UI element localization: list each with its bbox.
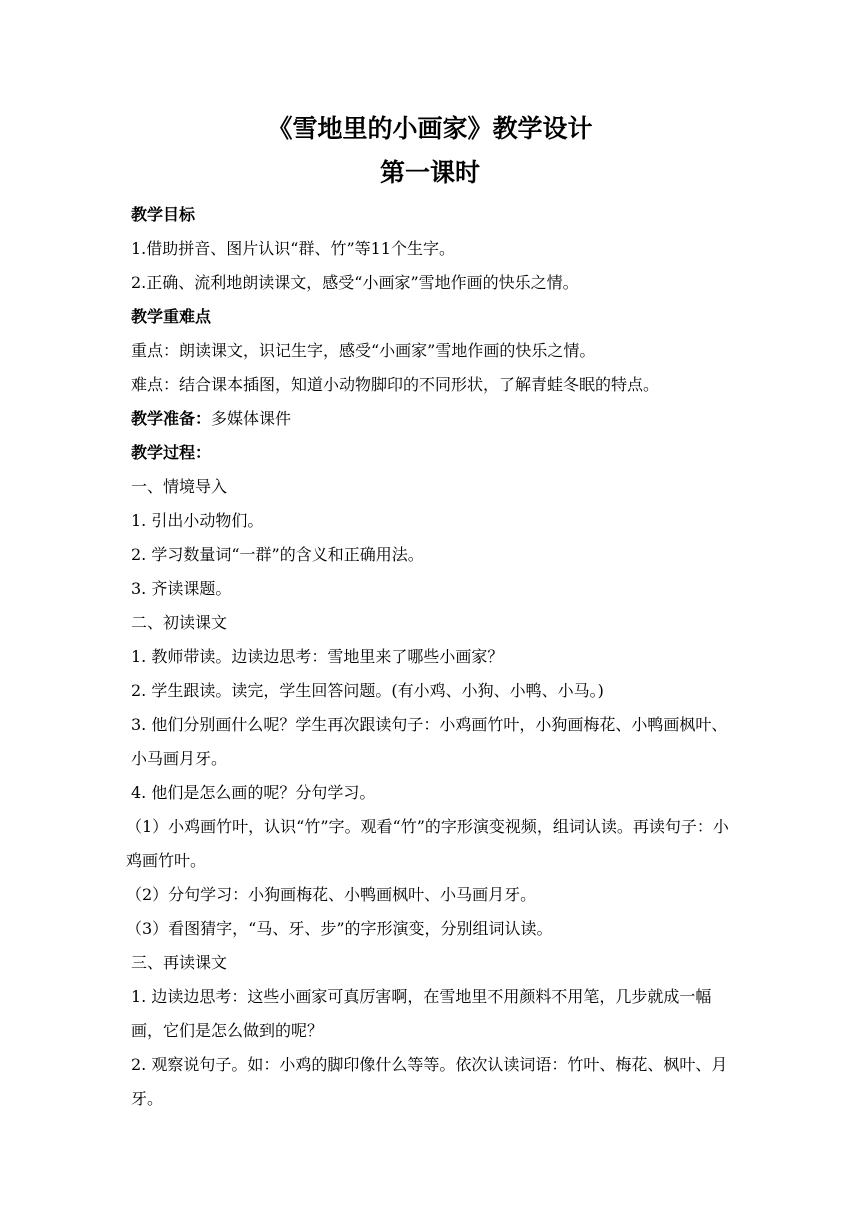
section-subitem: （2）分句学习：小狗画梅花、小鸭画枫叶、小马画月牙。 [126, 885, 537, 904]
document-subtitle: 第一课时 [379, 158, 480, 187]
section-item: 2. 学习数量词“一群”的含义和正确用法。 [131, 545, 424, 564]
goals-heading: 教学目标 [131, 205, 196, 224]
document-body [126, 198, 731, 1116]
preparation-value: 多媒体课件 [211, 409, 292, 428]
process-heading: 教学过程： [131, 443, 212, 462]
preparation-label: 教学准备： [131, 409, 212, 428]
section-item: 1. 引出小动物们。 [131, 511, 264, 530]
preparation-line [131, 402, 731, 436]
section-item: 1. 教师带读。边读边思考：雪地里来了哪些小画家？ [131, 647, 504, 666]
section-item: 1. 边读边思考：这些小画家可真厉害啊，在雪地里不用颜料不用笔，几步就成一幅画，它们是怎么做到的呢？ [131, 987, 712, 1040]
section-item: 4. 他们是怎么画的呢？分句学习。 [131, 783, 376, 802]
section-title: 三、再读课文 [131, 953, 228, 972]
goal-item: 2.正确、流利地朗读课文，感受“小画家”雪地作画的快乐之情。 [131, 273, 579, 292]
key-point-difficulty: 难点：结合课本插图，知道小动物脚印的不同形状，了解青蛙冬眠的特点。 [131, 375, 660, 394]
document-title: 《雪地里的小画家》教学设计 [267, 114, 593, 143]
goal-item: 1.借助拼音、图片认识“群、竹”等11个生字。 [131, 239, 455, 258]
section-title: 一、情境导入 [131, 477, 228, 496]
section-item: 2. 观察说句子。如：小鸡的脚印像什么等等。依次认读词语：竹叶、梅花、枫叶、月牙。 [131, 1055, 728, 1108]
section-title: 二、初读课文 [131, 613, 228, 632]
section-item: 2. 学生跟读。读完，学生回答问题。(有小鸡、小狗、小鸭、小马。) [131, 681, 604, 700]
section-subitem: （1）小鸡画竹叶，认识“竹”字。观看“竹”的字形演变视频，组词认读。再读句子：小鸡画竹叶。 [126, 817, 729, 870]
section-subitem: （3）看图猜字，“马、牙、步”的字形演变，分别组词认读。 [126, 919, 553, 938]
key-point-focus: 重点：朗读课文，识记生字，感受“小画家”雪地作画的快乐之情。 [131, 341, 596, 360]
section-item: 3. 他们分别画什么呢？学生再次跟读句子：小鸡画竹叶，小狗画梅花、小鸭画枫叶、小马画月牙。 [131, 715, 728, 768]
section-item: 3. 齐读课题。 [131, 579, 232, 598]
key-points-heading: 教学重难点 [131, 307, 212, 326]
